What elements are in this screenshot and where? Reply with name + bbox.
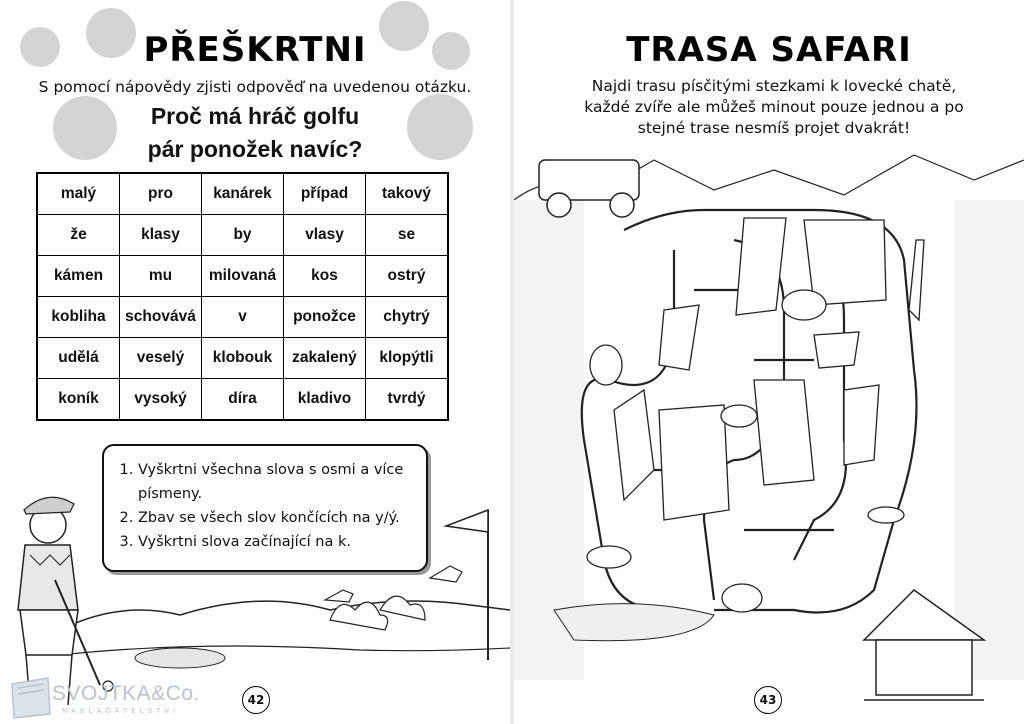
grid-cell[interactable]: tvrdý xyxy=(366,379,449,421)
puzzle-instructions: S pomocí nápovědy zjisti odpověď na uvedenou otázku. xyxy=(38,78,472,96)
grid-cell[interactable]: se xyxy=(366,215,449,256)
grid-cell[interactable]: klobouk xyxy=(202,338,284,379)
left-page xyxy=(0,0,510,724)
grid-cell[interactable]: udělá xyxy=(37,338,120,379)
question-line-2: pár ponožek navíc? xyxy=(147,136,363,162)
grid-cell[interactable]: klasy xyxy=(120,215,202,256)
grid-cell[interactable]: pro xyxy=(120,173,202,215)
grid-cell[interactable]: případ xyxy=(284,173,366,215)
page-number: 42 xyxy=(242,686,270,714)
grid-row xyxy=(37,379,448,421)
instruction-line-2: každé zvíře ale můžeš minout pouze jednou a po xyxy=(584,98,964,116)
rule-item: 2. Zbav se všech slov končících na y/ý. xyxy=(138,506,412,530)
grid-cell[interactable]: ostrý xyxy=(366,256,449,297)
grid-cell[interactable]: že xyxy=(37,215,120,256)
grid-cell[interactable]: díra xyxy=(202,379,284,421)
instruction-line-3: stejné trase nesmíš projet dvakrát! xyxy=(637,119,911,137)
grid-cell[interactable]: ponožce xyxy=(284,297,366,338)
page-title: TRASA SAFARI xyxy=(626,30,912,70)
grid-cell[interactable]: kanárek xyxy=(202,173,284,215)
grid-row xyxy=(37,173,448,215)
grid-cell[interactable]: veselý xyxy=(120,338,202,379)
grid-cell[interactable]: zakalený xyxy=(284,338,366,379)
rule-item: 3. Vyškrtni slova začínající na k. xyxy=(138,530,412,554)
safari-maze-illustration xyxy=(514,140,1024,724)
grid-cell[interactable]: malý xyxy=(37,173,120,215)
grid-row xyxy=(37,215,448,256)
grid-cell[interactable]: kladivo xyxy=(284,379,366,421)
instruction-line-1: Najdi trasu písčitými stezkami k lovecké chatě, xyxy=(591,77,957,95)
publisher-subtitle: NAKLADATELSTVÍ xyxy=(62,707,180,715)
grid-cell[interactable]: kámen xyxy=(37,256,120,297)
publisher-name: SVOJTKA&Co. xyxy=(52,682,200,705)
question-line-1: Proč má hráč golfu xyxy=(150,103,360,129)
grid-cell[interactable]: kos xyxy=(284,256,366,297)
grid-cell[interactable]: vlasy xyxy=(284,215,366,256)
word-grid xyxy=(36,172,449,421)
page-number: 43 xyxy=(754,686,782,714)
rule-item: 1. Vyškrtni všechna slova s osmi a více písmeny. xyxy=(138,458,412,506)
grid-cell[interactable]: milovaná xyxy=(202,256,284,297)
grid-cell[interactable]: kobliha xyxy=(37,297,120,338)
grid-cell[interactable]: v xyxy=(202,297,284,338)
grid-cell[interactable]: takový xyxy=(366,173,449,215)
maze-instructions xyxy=(544,76,1004,139)
grid-cell[interactable]: schovává xyxy=(120,297,202,338)
page-title: PŘEŠKRTNI xyxy=(143,30,367,70)
grid-row xyxy=(37,338,448,379)
grid-cell[interactable]: by xyxy=(202,215,284,256)
grid-row xyxy=(37,297,448,338)
grid-cell[interactable]: klopýtli xyxy=(366,338,449,379)
puzzle-question xyxy=(40,100,470,166)
right-page xyxy=(514,0,1024,724)
grid-cell[interactable]: chytrý xyxy=(366,297,449,338)
grid-row xyxy=(37,256,448,297)
grid-cell[interactable]: vysoký xyxy=(120,379,202,421)
grid-cell[interactable]: mu xyxy=(120,256,202,297)
grid-cell[interactable]: koník xyxy=(37,379,120,421)
